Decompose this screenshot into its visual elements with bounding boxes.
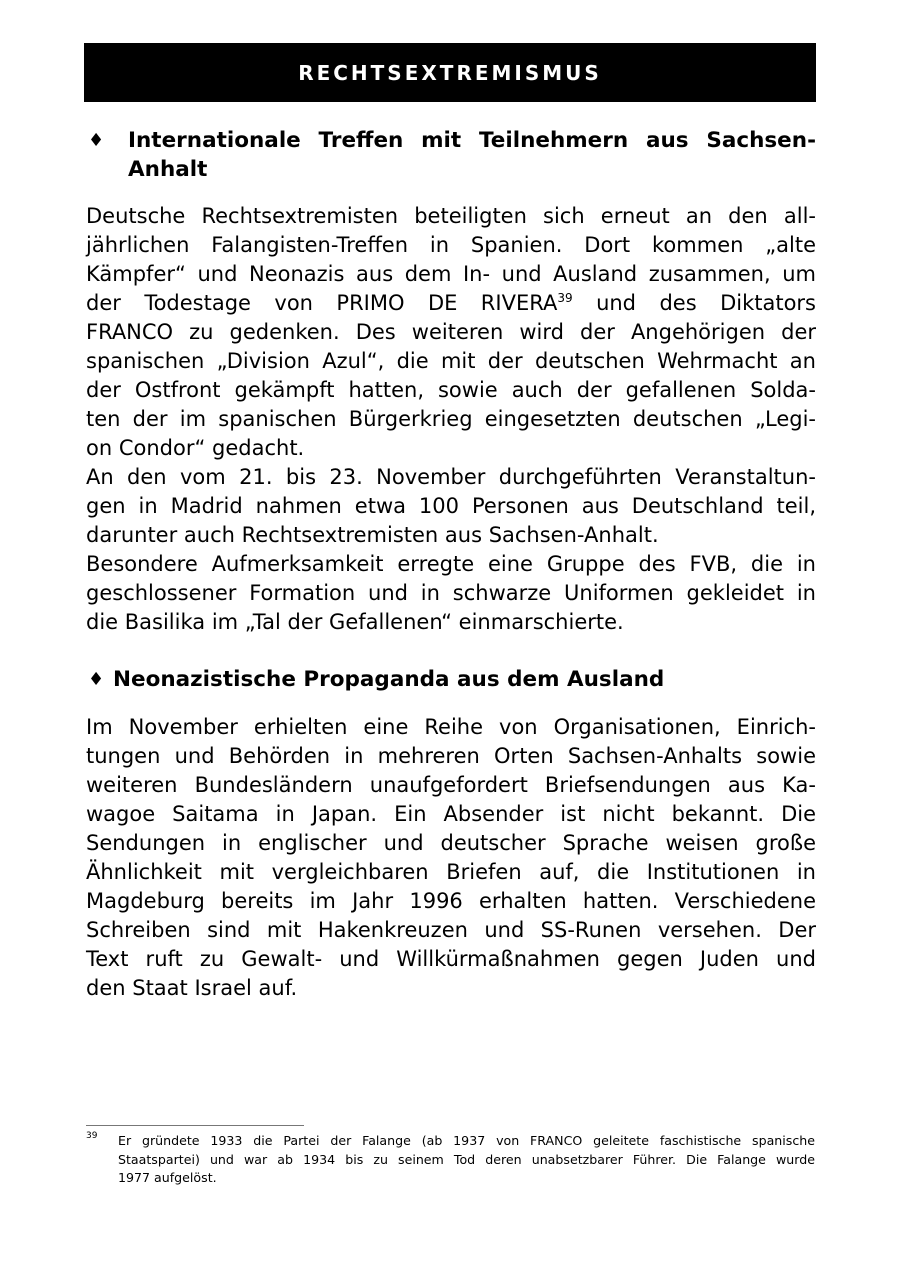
text-line: Magdeburg bereits im Jahr 1996 erhalten hatten. Verschiedene [86,889,816,913]
footnote-number: 39 [86,1131,98,1141]
text-line: FRANCO zu gedenken. Des weiteren wird der Angehörigen der [86,320,816,344]
text-line: on Condor“ gedacht. [86,436,305,460]
text-line: Text ruft zu Gewalt- und Willkürmaßnahmen gegen Juden und [86,947,816,971]
text-line: Schreiben sind mit Hakenkreuzen und SS-Runen versehen. Der [86,918,816,942]
section-heading-international [128,126,816,184]
text-line: die Basilika im „Tal der Gefallenen“ einmarschierte. [86,610,624,634]
section-heading-propaganda: Neonazistische Propaganda aus dem Ausland [113,667,665,692]
text-line: Im November erhielten eine Reihe von Organisationen, Einrich- [86,715,816,739]
text-line: Besondere Aufmerksamkeit erregte eine Gruppe des FVB, die in [86,552,816,576]
text-line: gen in Madrid nahmen etwa 100 Personen aus Deutschland teil, [86,494,816,518]
text-line: Sendungen in englischer und deutscher Sprache weisen große [86,831,816,855]
footnote-line: Staatspartei) und war ab 1934 bis zu seinem Tod deren unabsetzbarer Führer. Die Falange wurde [118,1151,815,1167]
diamond-bullet-icon: ♦ [88,130,105,151]
text-line: An den vom 21. bis 23. November durchgeführten Veranstaltun- [86,465,816,489]
diamond-bullet-icon: ♦ [88,669,105,690]
text-line: weiteren Bundesländern unaufgefordert Briefsendungen aus Ka- [86,773,816,797]
footnote-ref: 39 [557,291,573,305]
paragraph-propaganda [86,713,816,1003]
footnote-line: Er gründete 1933 die Partei der Falange (ab 1937 von FRANCO geleitete faschistische spanische [118,1133,815,1148]
footnote-divider [86,1125,304,1126]
text-line: ten der im spanischen Bürgerkrieg eingesetzten deutschen „Legi- [86,407,816,431]
text-line: tungen und Behörden in mehreren Orten Sachsen-Anhalts sowie [86,744,816,768]
text-line: Deutsche Rechtsextremisten beteiligten sich erneut an den all- [86,204,816,228]
text-line: der Ostfront gekämpft hatten, sowie auch der gefallenen Solda- [86,378,816,402]
heading-line: Internationale Treffen mit Teilnehmern aus Sachsen- [128,128,816,153]
text-line: den Staat Israel auf. [86,976,298,1000]
page-header-banner [84,43,816,102]
text-line: darunter auch Rechtsextremisten aus Sachsen-Anhalt. [86,523,659,547]
text-line: geschlossener Formation und in schwarze Uniformen gekleidet in [86,581,816,605]
heading-line: Anhalt [128,157,208,182]
text-segment: und des Diktators [596,291,816,315]
paragraph-falangisten [86,202,816,637]
header-title: RECHTSEXTREMISMUS [298,60,602,85]
text-line: Ähnlichkeit mit vergleichbaren Briefen auf, die Institutionen in [86,860,816,884]
footnote-line: 1977 aufgelöst. [118,1170,217,1185]
text-line: jährlichen Falangisten-Treffen in Spanien. Dort kommen „alte [86,233,816,257]
text-line: wagoe Saitama in Japan. Ein Absender ist nicht bekannt. Die [86,802,816,826]
footnote-text [118,1132,815,1188]
text-line-with-footnote [86,289,816,318]
text-line: spanischen „Division Azul“, die mit der deutschen Wehrmacht an [86,349,816,373]
text-segment: der Todestage von PRIMO DE RIVERA [86,291,558,315]
text-line: Kämpfer“ und Neonazis aus dem In- und Ausland zusammen, um [86,262,816,286]
